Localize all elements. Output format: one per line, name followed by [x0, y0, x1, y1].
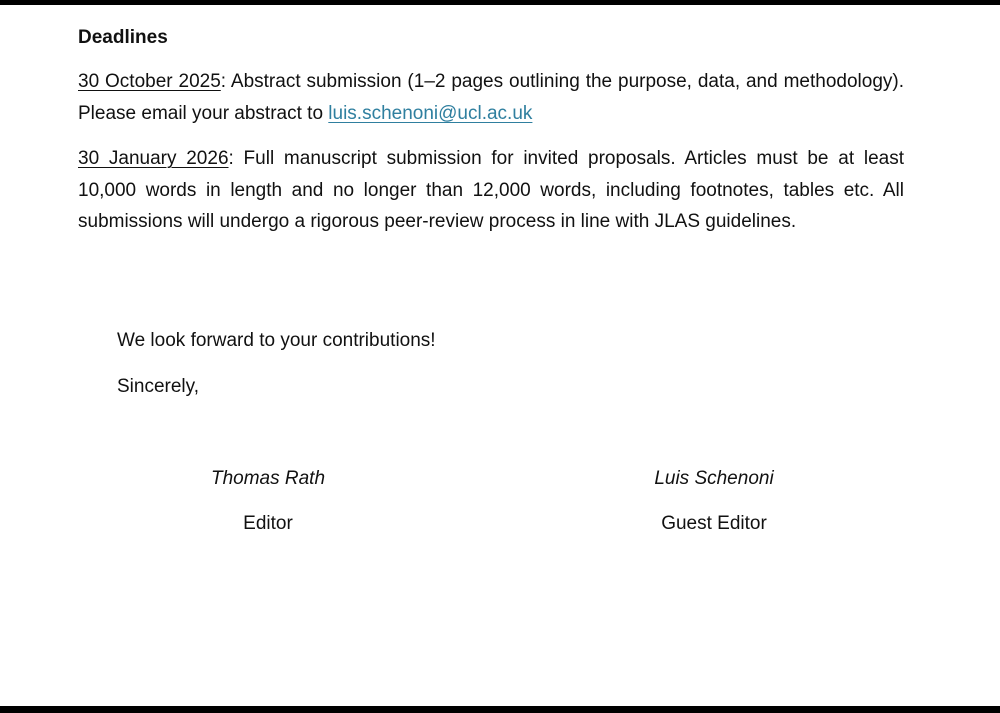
- signatory-role: Guest Editor: [661, 513, 767, 534]
- abstract-deadline-paragraph: [78, 66, 904, 129]
- manuscript-deadline-date: 30 January 2026: [78, 148, 229, 169]
- manuscript-deadline-text: : Full manuscript submission for invited proposals. Articles must be at least 10,000 words in length and no longer than 12,000 words, including footnotes, tables etc. All submissions will undergo a rigorous peer-review process in line with JLAS guidelines.: [78, 148, 904, 232]
- document-page: [0, 5, 1000, 706]
- manuscript-deadline-paragraph: [78, 143, 904, 238]
- abstract-deadline-text: : Abstract submission (1–2 pages outlining the purpose, data, and methodology). Please email your abstract to: [78, 71, 904, 124]
- abstract-deadline-date: 30 October 2025: [78, 71, 221, 92]
- signatory-name: Luis Schenoni: [654, 468, 774, 489]
- closing-line: We look forward to your contributions!: [117, 330, 436, 351]
- signatory-name: Thomas Rath: [210, 468, 326, 489]
- deadlines-heading: Deadlines: [78, 27, 168, 48]
- signatory-role: Editor: [243, 513, 293, 534]
- contact-email-link[interactable]: luis.schenoni@ucl.ac.uk: [328, 102, 533, 124]
- sign-off: Sincerely,: [117, 376, 200, 397]
